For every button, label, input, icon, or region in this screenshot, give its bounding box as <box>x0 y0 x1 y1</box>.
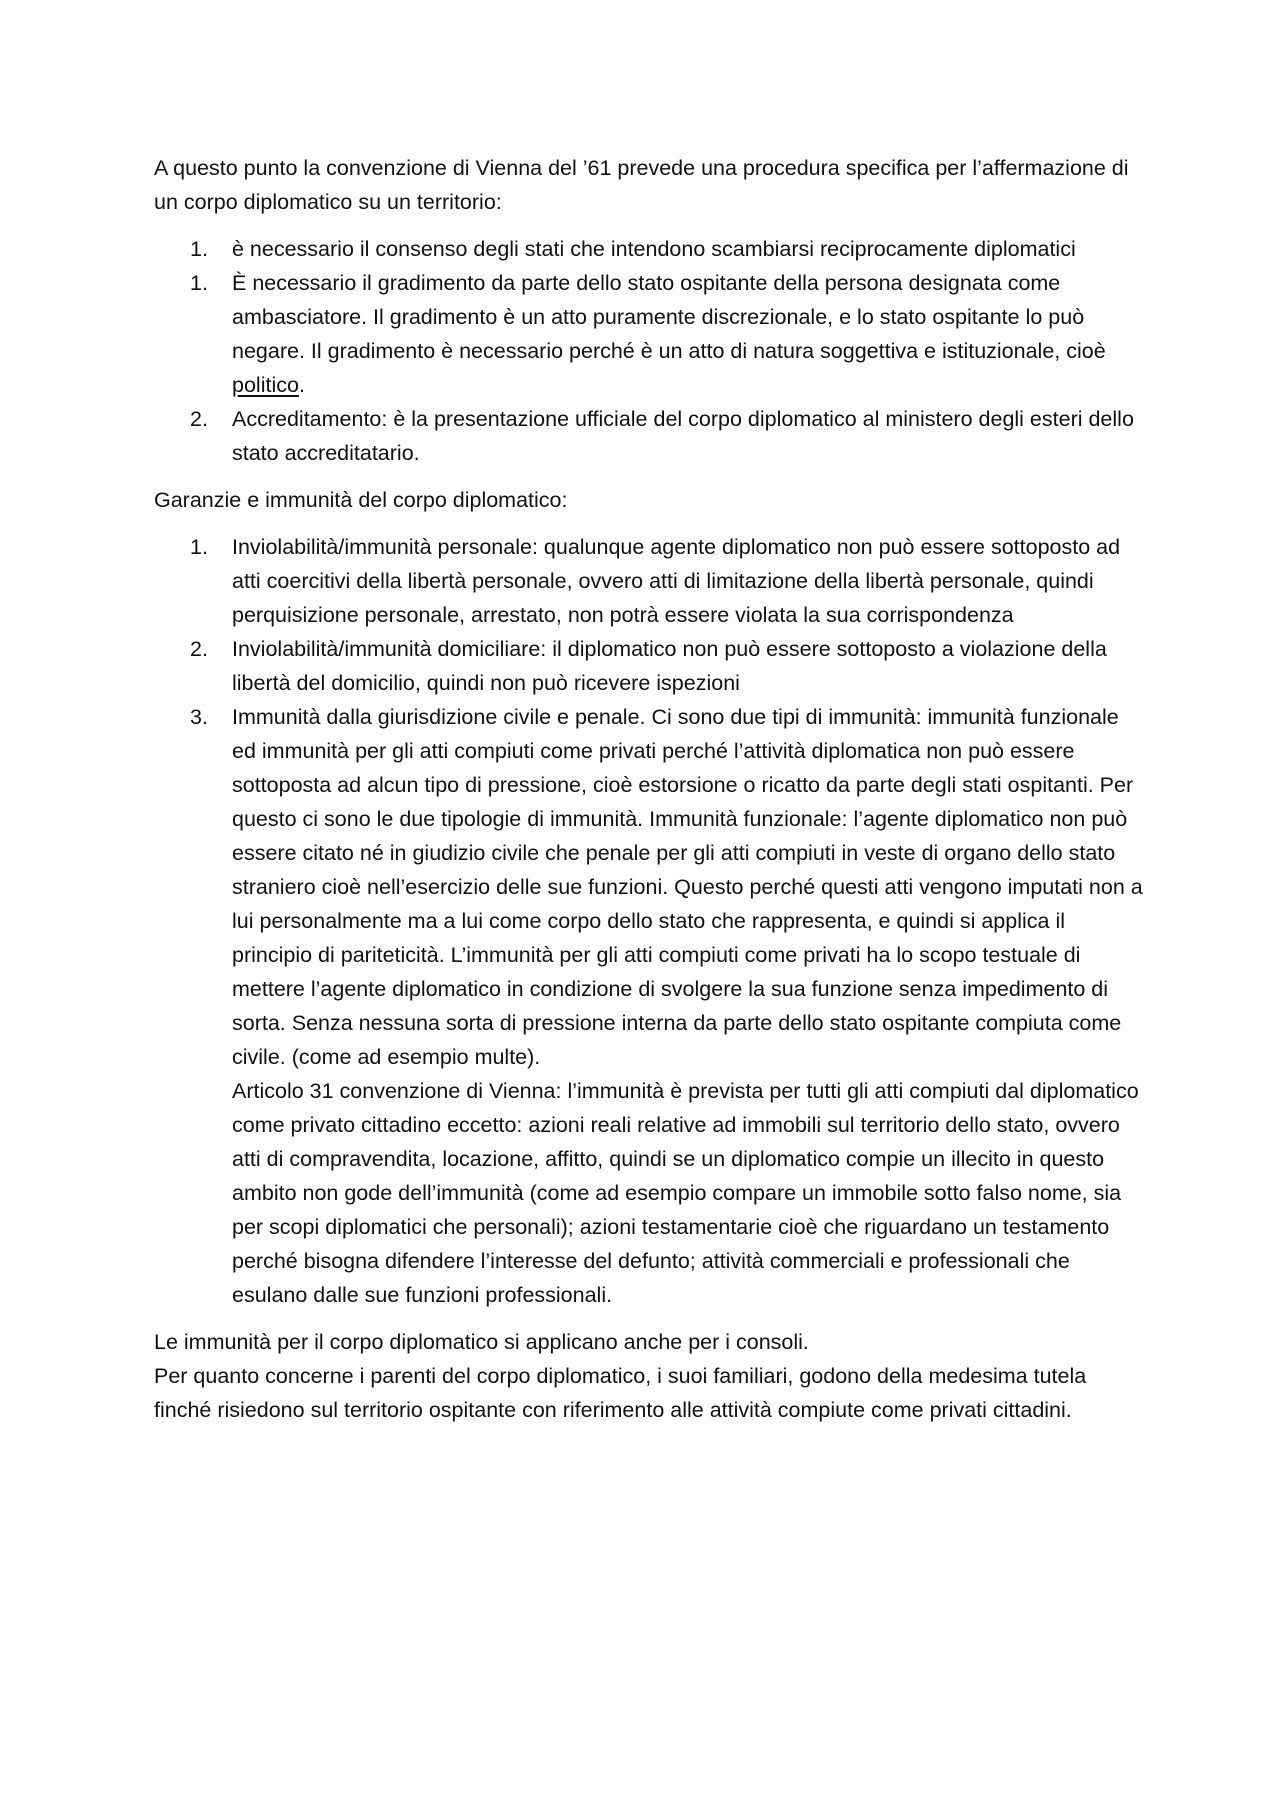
procedure-list <box>154 232 1144 470</box>
list-item-text: Inviolabilità/immunità personale: qualunque agente diplomatico non può essere sottoposto ad atti coercitivi della libertà personale, ovvero atti di limitazione della libertà personale, quindi perquisizione personale, arrestato, non potrà essere violata la sua corrispondenza <box>232 535 1121 627</box>
list-item <box>154 232 1144 266</box>
list-item-continuation: Articolo 31 convenzione di Vienna: l’immunità è prevista per tutti gli atti compiuti dal diplomatico come privato cittadino eccetto: azioni reali relative ad immobili sul territorio dello stato, ovvero atti di compravendita, locazione, affitto, quindi se un diplomatico compie un illecito in questo ambito non gode dell’immunità (come ad esempio compare un immobile sotto falso nome, sia per scopi diplomatici che personali); azioni testamentarie cioè che riguardano un testamento perché bisogna difendere l’interesse del defunto; attività commerciali e professionali che esulano dalle sue funzioni professionali. <box>232 1079 1139 1307</box>
guarantees-list <box>154 530 1144 1312</box>
list-item-text: È necessario il gradimento da parte dello stato ospitante della persona designata come ambasciatore. Il gradimento è un atto puramente discrezionale, e lo stato ospitante lo può negare. Il gradimento è necessario perché è un atto di natura soggettiva e istituzionale, cioè <box>232 271 1106 363</box>
list-number: 2. <box>190 637 208 661</box>
list-number: 3. <box>190 705 208 729</box>
list-number: 1. <box>190 271 208 295</box>
document-page <box>154 151 1144 1427</box>
guarantees-heading: Garanzie e immunità del corpo diplomatico: <box>154 488 568 512</box>
list-item-text: è necessario il consenso degli stati che intendono scambiarsi reciprocamente diplomatici <box>232 237 1076 261</box>
list-item-text: Inviolabilità/immunità domiciliare: il diplomatico non può essere sottoposto a violazione della libertà del domicilio, quindi non può ricevere ispezioni <box>232 637 1107 695</box>
list-item <box>154 266 1144 402</box>
list-item-text-end: . <box>298 373 305 397</box>
list-item <box>154 530 1144 632</box>
list-number: 1. <box>190 237 208 261</box>
list-number: 2. <box>190 407 208 431</box>
list-number: 1. <box>190 535 208 559</box>
closing-paragraph-1: Le immunità per il corpo diplomatico si applicano anche per i consoli. <box>154 1330 809 1354</box>
intro-paragraph: A questo punto la convenzione di Vienna del ’61 prevede una procedura specifica per l’affermazione di un corpo diplomatico su un territorio: <box>154 156 1129 214</box>
closing-paragraph-2: Per quanto concerne i parenti del corpo diplomatico, i suoi familiari, godono della medesima tutela finché risiedono sul territorio ospitante con riferimento alle attività compiute come privati cittadini. <box>154 1364 1087 1422</box>
list-item-text: Immunità dalla giurisdizione civile e penale. Ci sono due tipi di immunità: immunità funzionale ed immunità per gli atti compiuti come privati perché l’attività diplomatica non può essere sottoposta ad alcun tipo di pressione, cioè estorsione o ricatto da parte degli stati ospitanti. Per questo ci sono le due tipologie di immunità. Immunità funzionale: l’agente diplomatico non può essere citato né in giudizio civile che penale per gli atti compiuti in veste di organo dello stato straniero cioè nell’esercizio delle sue funzioni. Questo perché questi atti vengono imputati non a lui personalmente ma a lui come corpo dello stato che rappresenta, e quindi si applica il principio di pariteticità. L’immunità per gli atti compiuti come privati ha lo scopo testuale di mettere l’agente diplomatico in condizione di svolgere la sua funzione senza impedimento di sorta. Senza nessuna sorta di pressione interna da parte dello stato ospitante compiuta come civile. (come ad esempio multe). <box>232 705 1143 1069</box>
list-item <box>154 402 1144 470</box>
list-item-text: Accreditamento: è la presentazione ufficiale del corpo diplomatico al ministero degli esteri dello stato accreditatario. <box>232 407 1134 465</box>
list-item <box>154 700 1144 1312</box>
underlined-word: politico <box>232 373 299 397</box>
list-item <box>154 632 1144 700</box>
